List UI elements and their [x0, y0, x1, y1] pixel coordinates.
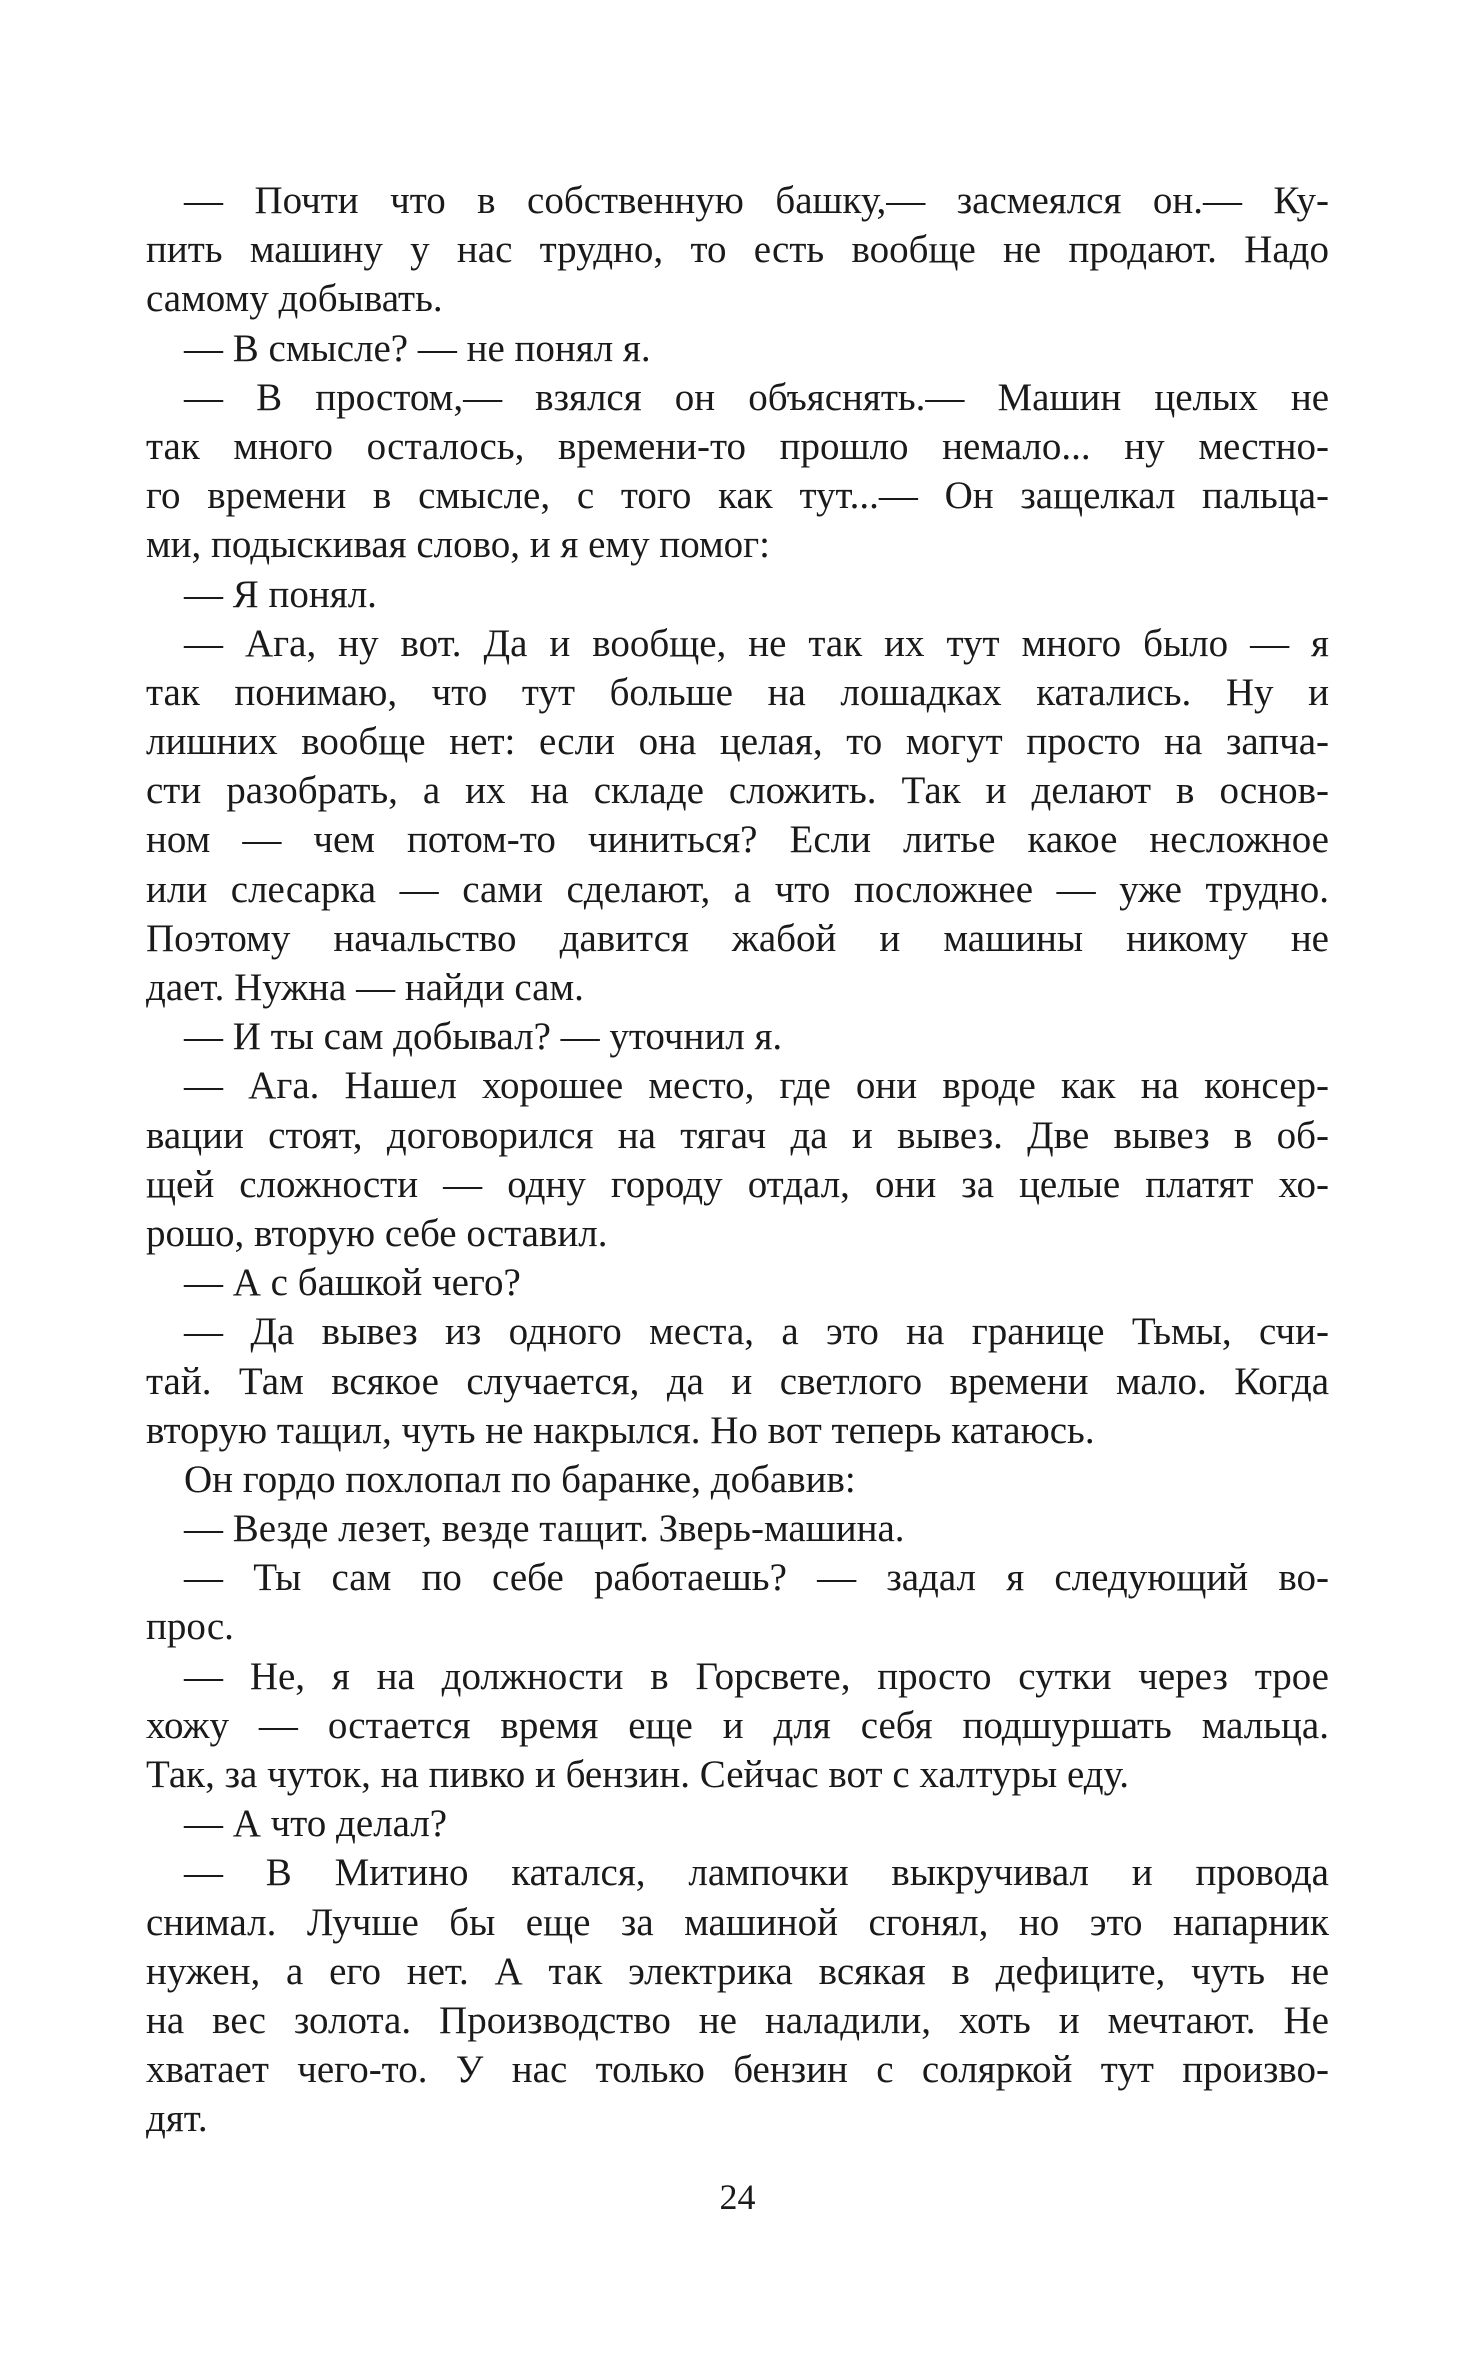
text-line: — В смысле? — не понял я. — [184, 326, 651, 370]
text-line: — А что делал? — [184, 1802, 448, 1846]
text-line: так понимаю, что тут больше на лошадках катались. Ну и — [146, 670, 1329, 714]
body-text — [146, 176, 1329, 2144]
text-line: хватает чего-то. У нас только бензин с соляркой тут произво- — [146, 2048, 1329, 2092]
text-line: вторую тащил, чуть не накрылся. Но вот теперь катаюсь. — [146, 1408, 1095, 1452]
text-line: Так, за чуток, на пивко и бензин. Сейчас вот с халтуры еду. — [146, 1753, 1129, 1796]
text-line: или слесарка — сами сделают, а что посложнее — уже трудно. — [146, 867, 1329, 911]
text-line: так много осталось, времени-то прошло немало... ну местно- — [146, 424, 1329, 468]
text-line: — В простом,— взялся он объяснять.— Машин целых не — [184, 375, 1329, 419]
text-line: лишних вообще нет: если она целая, то могут просто на запча- — [146, 720, 1329, 764]
text-line: щей сложности — одну городу отдал, они за целые платят хо- — [146, 1162, 1329, 1206]
text-line: ми, подыскивая слово, и я ему помог: — [146, 523, 770, 567]
text-line: тай. Там всякое случается, да и светлого времени мало. Когда — [146, 1359, 1329, 1403]
text-line: дят. — [146, 2097, 208, 2141]
text-line: пить машину у нас трудно, то есть вообще не продают. Надо — [146, 228, 1329, 272]
text-line: хожу — остается время еще и для себя подшуршать мальца. — [146, 1703, 1329, 1747]
text-line: вации стоят, договорился на тягач да и вывез. Две вывез в об- — [146, 1113, 1329, 1157]
text-line: — Ага, ну вот. Да и вообще, не так их тут много было — я — [184, 621, 1329, 665]
text-line: самому добывать. — [146, 277, 443, 321]
text-line: — Да вывез из одного места, а это на границе Тьмы, счи- — [184, 1310, 1329, 1354]
text-line: ном — чем потом-то чиниться? Если литье какое несложное — [146, 818, 1329, 862]
text-line: — И ты сам добывал? — уточнил я. — [184, 1015, 783, 1059]
text-line: — Не, я на должности в Горсвете, просто сутки через трое — [184, 1654, 1329, 1698]
text-line: го времени в смысле, с того как тут...— Он защелкал пальца- — [146, 474, 1329, 518]
text-line: рошо, вторую себе оставил. — [146, 1211, 608, 1255]
text-line: Он гордо похлопал по баранке, добавив: — [184, 1457, 856, 1501]
text-line: — В Митино катался, лампочки выкручивал и провода — [184, 1851, 1329, 1895]
text-line: прос. — [146, 1605, 234, 1649]
text-line: — Везде лезет, везде тащит. Зверь-машина. — [184, 1507, 905, 1551]
text-line: — Я понял. — [184, 572, 377, 616]
text-line: на вес золота. Производство не наладили, хоть и мечтают. Не — [146, 1998, 1329, 2042]
text-line: — А с башкой чего? — [184, 1261, 521, 1305]
text-line: Поэтому начальство давится жабой и машины никому не — [146, 916, 1329, 960]
text-line: — Ты сам по себе работаешь? — задал я следующий во- — [184, 1556, 1329, 1600]
text-line: — Почти что в собственную башку,— засмеялся он.— Ку- — [184, 179, 1329, 222]
text-line: сти разобрать, а их на складе сложить. Так и делают в основ- — [146, 769, 1329, 813]
text-line: — Ага. Нашел хорошее место, где они вроде как на консер- — [184, 1064, 1329, 1108]
text-line: дает. Нужна — найди сам. — [146, 966, 584, 1009]
page-number: 24 — [719, 2177, 756, 2217]
text-line: нужен, а его нет. А так электрика всякая в дефиците, чуть не — [146, 1949, 1329, 1993]
text-line: снимал. Лучше бы еще за машиной сгонял, но это напарник — [146, 1900, 1329, 1944]
